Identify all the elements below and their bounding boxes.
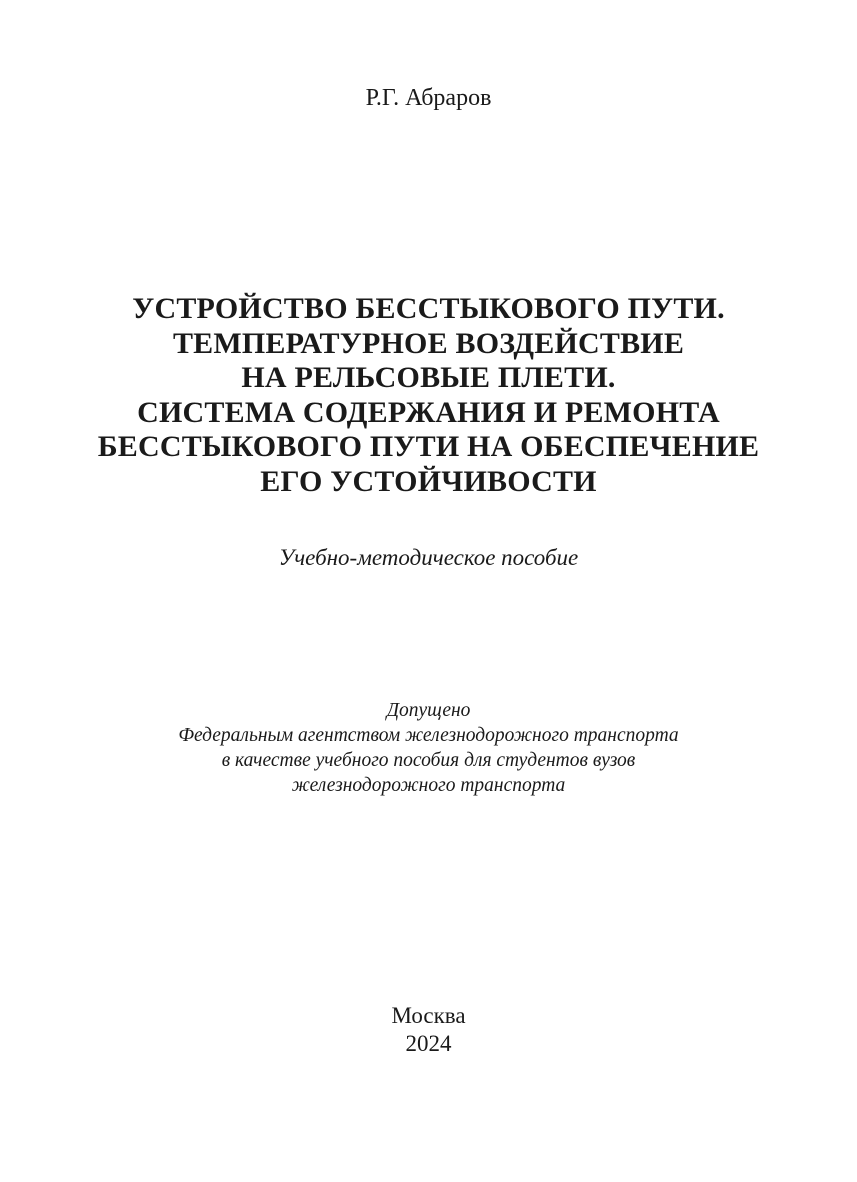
approval-line: Федеральным агентством железнодорожного транспорта — [178, 725, 679, 746]
imprint-city: Москва — [391, 1003, 466, 1028]
book-title — [0, 292, 857, 499]
imprint — [0, 1002, 857, 1058]
approval-line: в качестве учебного пособия для студентов вузов — [221, 750, 636, 771]
title-line: УСТРОЙСТВО БЕССТЫКОВОГО ПУТИ. — [132, 292, 725, 325]
title-line: БЕССТЫКОВОГО ПУТИ НА ОБЕСПЕЧЕНИЕ — [97, 430, 760, 463]
approval-line: Допущено — [386, 700, 471, 721]
imprint-year: 2024 — [405, 1031, 452, 1056]
title-line: СИСТЕМА СОДЕРЖАНИЯ И РЕМОНТА — [137, 395, 720, 429]
author-name: Р.Г. Абраров — [365, 85, 492, 111]
book-subtitle: Учебно-методическое пособие — [278, 545, 579, 570]
title-line: НА РЕЛЬСОВЫЕ ПЛЕТИ. — [241, 361, 616, 394]
approval-line: железнодорожного транспорта — [291, 775, 566, 796]
title-line: ТЕМПЕРАТУРНОЕ ВОЗДЕЙСТВИЕ — [172, 326, 685, 360]
title-line: ЕГО УСТОЙЧИВОСТИ — [260, 464, 597, 498]
approval-statement — [0, 698, 857, 798]
